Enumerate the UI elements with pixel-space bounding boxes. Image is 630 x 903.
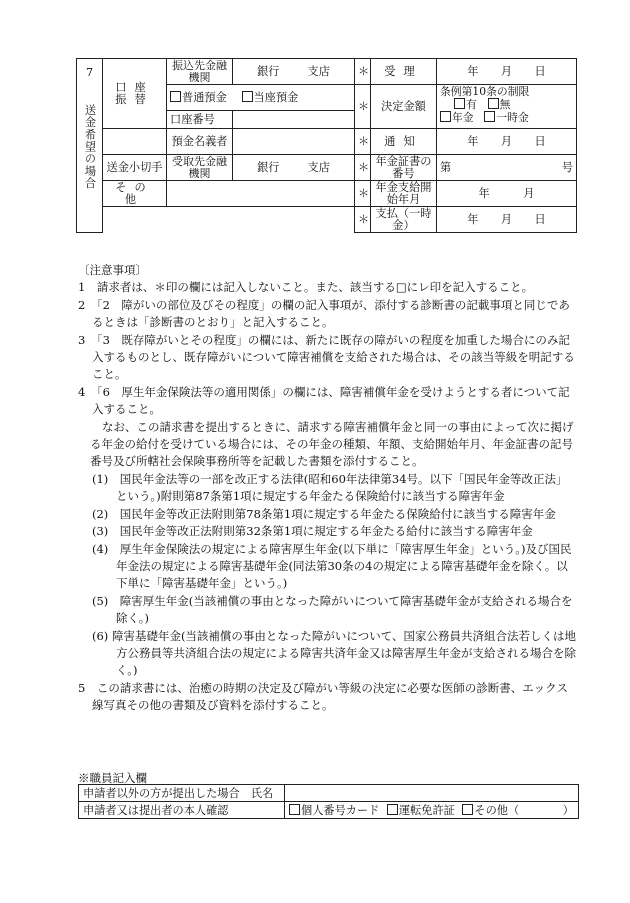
- toza-label: 当座預金: [253, 91, 299, 104]
- month-label: 月: [500, 134, 513, 148]
- notes-title: 〔注意事項〕: [78, 263, 147, 277]
- sokin-label: 送金小切手: [103, 155, 167, 181]
- other-id-label: その他（: [474, 804, 520, 817]
- close-paren: ）: [562, 804, 574, 817]
- submitter-name-label: 申請者以外の方が提出した場合 氏名: [79, 785, 285, 802]
- section-7-cell: [77, 59, 103, 233]
- pension-option: 年金: [452, 111, 474, 124]
- identity-check-label: 申請者又は提出者の本人確認: [79, 802, 285, 819]
- received-label: 受理: [371, 59, 437, 85]
- yes-label: 有: [466, 98, 477, 111]
- identity-check-options: [285, 802, 579, 819]
- furikomi-saki-label: 振込先金融機関: [167, 59, 233, 85]
- month-label: 月: [500, 212, 513, 226]
- other-id-checkbox[interactable]: [462, 804, 473, 815]
- mynumber-checkbox[interactable]: [289, 804, 300, 815]
- branch-label: 支店: [307, 64, 330, 78]
- note-4-sub-6: (6) 障害基礎年金(当該補償の事由となった障がいについて、国家公務員共済組合法若しくは地方公務員等共済組合法の規定による障害共済年金又は障害厚生年金が支給される場合を除く。): [92, 628, 576, 678]
- note-4-sub-1: (1) 国民年金法等の一部を改正する法律(昭和60年法律第34号。以下「国民年金等改正法」という。)附則第87条第1項に規定する年金たる保険給付に該当する障害年金: [92, 471, 568, 504]
- account-type-cell: [167, 85, 355, 111]
- no-label: 無: [499, 98, 511, 111]
- asterisk-mark: ＊: [355, 181, 371, 207]
- year-label: 年: [478, 186, 490, 200]
- notes-section: [78, 262, 578, 715]
- asterisk-mark: ＊: [355, 129, 371, 155]
- regulation-label: 条例第10条の制限: [440, 85, 530, 98]
- uketori-bank-cell[interactable]: [233, 155, 355, 181]
- asterisk-mark: ＊: [355, 85, 371, 129]
- holder-label: 預金名義者: [167, 129, 233, 155]
- mynumber-label: 個人番号カード: [301, 804, 380, 817]
- lump-option: 一時金: [496, 111, 529, 124]
- futsu-checkbox[interactable]: [170, 91, 181, 102]
- other-label: その他: [103, 181, 167, 207]
- cert-prefix: 第: [440, 160, 452, 174]
- yes-checkbox[interactable]: [454, 98, 465, 109]
- day-label: 日: [534, 212, 546, 226]
- year-label: 年: [467, 134, 479, 148]
- payment-date-cell: [437, 207, 577, 233]
- section-number: 7: [85, 66, 94, 79]
- uketori-label: 受取先金融機関: [167, 155, 233, 181]
- note-4: 4 「6 厚生年金保険法等の適用関係」の欄には、障害補償年金を受けようとする者について記入すること。: [78, 384, 570, 417]
- section-label: 送金希望の場合: [83, 104, 97, 190]
- bank-label: 銀行: [257, 160, 280, 174]
- holder-input[interactable]: [233, 129, 355, 155]
- submitter-name-input[interactable]: [285, 785, 579, 802]
- asterisk-mark: ＊: [355, 59, 371, 85]
- pension-number-label: 年金証書の番号: [371, 155, 437, 181]
- asterisk-mark: ＊: [355, 155, 371, 181]
- note-4-sub-3: (3) 国民年金等改正法附則第32条第1項に規定する年金たる給付に該当する障害年金: [92, 524, 533, 539]
- regulation-cell: [437, 85, 577, 129]
- futsu-label: 普通預金: [182, 91, 227, 104]
- pension-start-cell: [437, 181, 577, 207]
- note-4-sub-5: (5) 障害厚生年金(当該補償の事由となった障がいについて障害基礎年金が支給される場合を除く。): [92, 593, 573, 626]
- staff-section-title: ※職員記入欄: [78, 771, 147, 785]
- month-label: 月: [500, 64, 513, 78]
- note-4-sub-4: (4) 厚生年金保険法の規定による障害厚生年金(以下単に「障害厚生年金」という。)及び国民年金法の規定による障害基礎年金(同法第30条の4の規定による障害基礎年金を除く。以下単に「障害基礎年金」という。): [92, 541, 572, 591]
- toza-checkbox[interactable]: [242, 91, 253, 102]
- no-checkbox[interactable]: [488, 98, 499, 109]
- notice-date-cell: [437, 129, 577, 155]
- note-3: 3 「3 既存障がいとその程度」の欄には、新たに既存の障がいの程度を加重した場合にのみ記入するものとし、既存障がいについて障害補償を支給された場合は、その該当等級を明記すること。: [78, 332, 575, 382]
- notice-label: 通知: [371, 129, 437, 155]
- decided-amount-label: 決定金額: [371, 85, 437, 129]
- pension-checkbox[interactable]: [440, 111, 451, 122]
- account-number-label: 口座番号: [167, 111, 233, 129]
- furikomi-bank-cell[interactable]: [233, 59, 355, 85]
- year-label: 年: [467, 64, 479, 78]
- received-date-cell: [437, 59, 577, 85]
- kouza-furikae-cell: [103, 59, 167, 129]
- year-label: 年: [467, 212, 479, 226]
- other-input[interactable]: [167, 181, 355, 207]
- asterisk-mark: ＊: [355, 207, 371, 233]
- day-label: 日: [534, 134, 546, 148]
- account-number-input[interactable]: [233, 111, 355, 129]
- month-label: 月: [523, 186, 535, 200]
- cert-suffix: 号: [561, 160, 573, 174]
- day-label: 日: [534, 64, 546, 78]
- license-checkbox[interactable]: [387, 804, 398, 815]
- note-4-detail: なお、この請求書を提出するときに、請求する障害補償年金と同一の事由によって次に掲げる年金の給付を受けている場合には、その年金の種類、年額、支給開始年月、年金証書の記号番号及び所轄社会保険事務所等を記載した書類を添付すること。: [90, 419, 574, 469]
- note-1: 1 請求者は、＊印の欄には記入しないこと。また、該当する□にレ印を記入すること。: [78, 280, 534, 295]
- payment-label: 支払（一時金）: [371, 207, 437, 233]
- staff-table: [78, 784, 579, 819]
- lump-checkbox[interactable]: [484, 111, 495, 122]
- note-4-sub-2: (2) 国民年金等改正法附則第78条第1項に規定する年金たる保険給付に該当する障害年金: [92, 506, 556, 521]
- license-label: 運転免許証: [398, 804, 455, 817]
- pension-number-cell: [437, 155, 577, 181]
- note-5: 5 この請求書には、治癒の時期の決定及び障がい等級の決定に必要な医師の診断書、エックス線写真その他の書類及び資料を添付すること。: [78, 680, 568, 713]
- kouza-furikae-label: 口座振替: [115, 80, 154, 106]
- note-2: 2 「2 障がいの部位及びその程度」の欄の記入事項が、添付する診断書の記載事項と同じであるときは「診断書のとおり」と記入すること。: [78, 297, 570, 330]
- remittance-table: [76, 58, 577, 233]
- pension-start-label: 年金支給開始年月: [371, 181, 437, 207]
- branch-label: 支店: [307, 160, 330, 174]
- bank-label: 銀行: [257, 64, 280, 78]
